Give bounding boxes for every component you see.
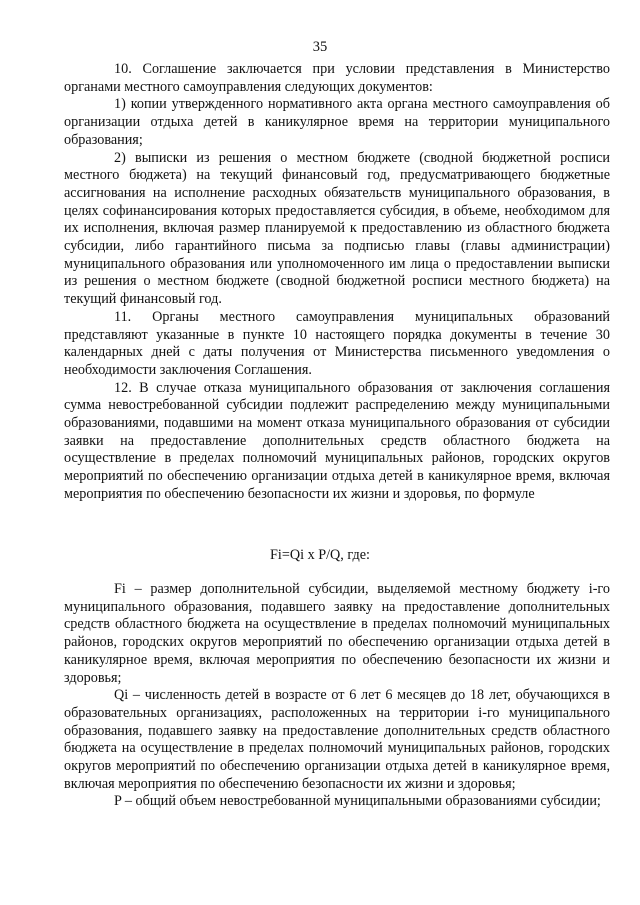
definition-qi: Qi – численность детей в возрасте от 6 лет 6 месяцев до 18 лет, обучающихся в образовательных организациях, расположенных на территории i-го муниципального образования, подавшего заявку на предоставление дополнительных средств областного бюджета на осуществление в пределах полномочий муниципальных районов, городских округов мероприятий по обеспечению организации отдыха детей в каникулярное время, включая мероприятия по обеспечению безопасности их жизни и здоровья; <box>64 687 610 792</box>
definition-p: P – общий объем невостребованной муниципальными образованиями субсидии; <box>114 793 601 810</box>
paragraph-11: 11. Органы местного самоуправления муниципальных образований представляют указанные в пункте 10 настоящего порядка документы в течение 30 календарных дней с даты получения от Министерства письменного уведомления о необходимости заключения Соглашения. <box>64 308 610 378</box>
paragraph-12: 12. В случае отказа муниципального образования от заключения соглашения сумма невостребованной субсидии подлежит распределению между муниципальными образованиями, подавшими на момент отказа муниципального образования от субсидии заявки на предоставление дополнительных средств областного бюджета на осуществление в пределах полномочий муниципальных районов, городских округов мероприятий по обеспечению организации отдыха детей в каникулярное время, включая мероприятия по обеспечению безопасности их жизни и здоровья, по формуле <box>64 379 610 502</box>
paragraph-10-item-1: 1) копии утвержденного нормативного акта органа местного самоуправления об организации отдыха детей в каникулярное время на территории муниципального образования; <box>64 96 610 148</box>
definition-fi: Fi – размер дополнительной субсидии, выделяемой местному бюджету i-го муниципального образования, подавшего заявку на предоставление дополнительных средств областного бюджета на осуществление в пределах полномочий муниципальных районов, городских округов мероприятий по обеспечению организации отдыха детей в каникулярное время, включая мероприятия по обеспечению безопасности их жизни и здоровья; <box>64 581 610 686</box>
formula: Fi=Qi x P/Q, где: <box>270 547 370 563</box>
paragraph-10-item-2: 2) выписки из решения о местном бюджете (сводной бюджетной росписи местного бюджета) на текущий финансовый год, предусматривающего бюджетные ассигнования на исполнение расходных обязательств муниципального образования, в целях софинансирования которых предоставляется субсидия, в объеме, необходимом для их исполнения, включая размер планируемой к предоставлению из областного бюджета субсидии, либо гарантийного письма за подписью главы (главы администрации) муниципального образования или уполномоченного им лица о предоставлении выписки из решения о местном бюджете (сводной бюджетной росписи местного бюджета) на текущий финансовый год. <box>64 149 610 308</box>
page-number: 35 <box>312 39 328 55</box>
paragraph-10: 10. Соглашение заключается при условии представления в Министерство органами местного самоуправления следующих документов: <box>64 61 610 95</box>
formula-definitions <box>64 581 610 811</box>
document-body <box>64 61 610 504</box>
